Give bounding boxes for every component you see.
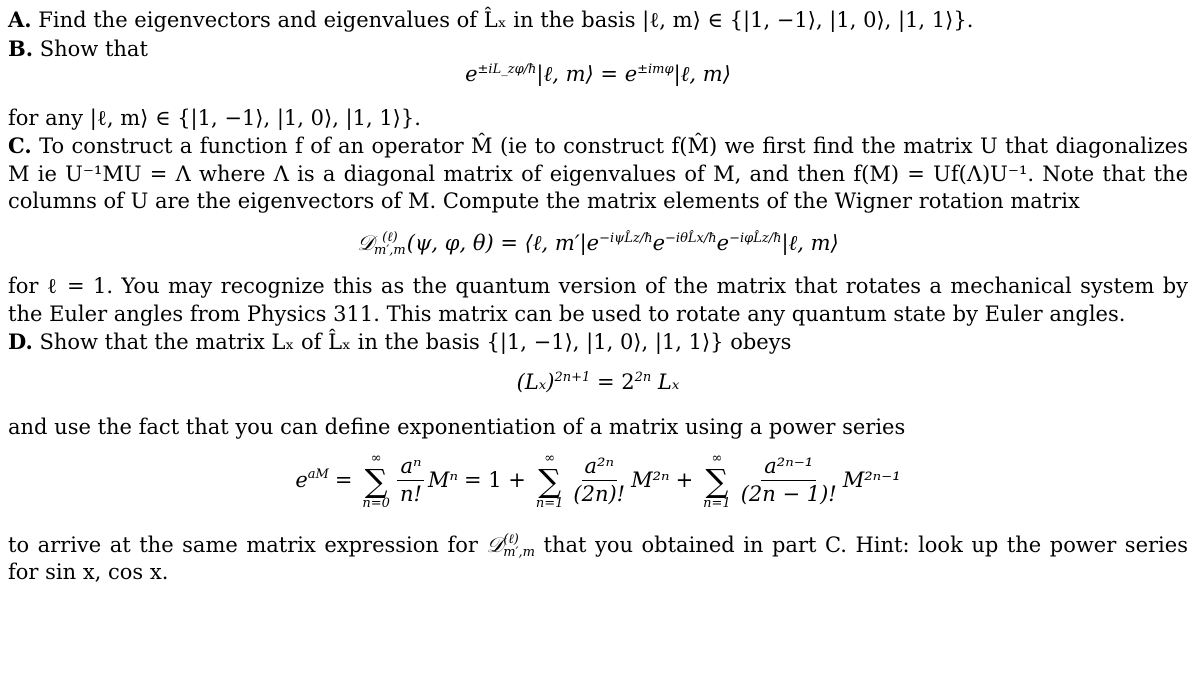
eq-c-d-sup: (ℓ) xyxy=(382,230,398,245)
sum-1 xyxy=(362,452,390,510)
eq-c-args: (ψ, φ, θ) = ⟨ℓ, m′| xyxy=(406,230,587,255)
part-d-label: D. xyxy=(8,329,33,354)
eq-c-e3: e xyxy=(716,230,730,255)
eq-b-rhs-exponent: ±imφ xyxy=(637,62,674,77)
power-series-equation: e $^{aM}$ = ∞ ∑ n=0 $\frac{\text{aⁿ}}{n!}$ Mⁿ = 1 + ∞ ∑ n=1 $\frac{\text{a²ⁿ}}{(2n)!}$ M²ⁿ + ∞ ∑ n=1 $\frac{\text{a²ⁿ⁻¹}}{(2n - 1)!}$ M²ⁿ⁻¹ xyxy=(295,450,901,511)
part-d-equation xyxy=(8,369,1188,397)
sum-3-bottom: n=1 xyxy=(703,495,731,511)
sum-1-sigma: ∑ xyxy=(364,461,388,500)
eq-b-lhs-base: e xyxy=(465,62,478,86)
frac-1 xyxy=(397,455,425,506)
part-c-label: C. xyxy=(8,133,32,158)
part-d-after-wigner-d: 𝒟 xyxy=(486,532,504,557)
frac-3-den: (2n − 1)! xyxy=(740,482,837,506)
sum-2-bottom: n=1 xyxy=(535,495,564,511)
frac-2-den: (2n)! xyxy=(573,482,626,506)
eq-c-e2-exponent: −iθL̂x/ħ xyxy=(665,230,717,246)
frac-3-num: a²ⁿ⁻¹ xyxy=(761,455,816,481)
part-b-equation xyxy=(8,61,1188,89)
series-term-2: M²ⁿ xyxy=(631,467,670,492)
series-eq1: = xyxy=(334,467,353,492)
part-b-label: B. xyxy=(8,35,34,61)
part-a xyxy=(8,6,1188,35)
eq-c-e1-exponent: −iψL̂z/ħ xyxy=(599,230,653,246)
part-d-after xyxy=(8,532,1188,587)
eq-b-equals: = xyxy=(600,62,618,86)
series-eq2: = 1 + xyxy=(463,467,526,492)
part-d-text: Show that the matrix Lₓ of L̂ₓ in the basis {|1, −1⟩, |1, 0⟩, |1, 1⟩} obeys xyxy=(39,330,792,354)
part-d-middle: and use the fact that you can define exponentiation of a matrix using a power series xyxy=(8,415,906,439)
part-d-after-indices xyxy=(503,533,535,559)
sum-1-top: ∞ xyxy=(370,450,382,466)
eq-d-mid: = 2 xyxy=(590,369,635,394)
part-b-after: for any |ℓ, m⟩ ∈ {|1, −1⟩, |1, 0⟩, |1, 1⟩}. xyxy=(8,105,421,130)
eq-d-lhs: (Lₓ) xyxy=(516,369,555,394)
eq-c-d-indices xyxy=(374,231,406,257)
frac-2-num: a²ⁿ xyxy=(582,455,617,481)
part-a-label: A. xyxy=(8,7,32,32)
sum-1-bottom: n=0 xyxy=(362,495,390,511)
eq-d-lhs-exponent: 2n+1 xyxy=(554,369,591,385)
part-c-equation xyxy=(8,230,1188,258)
part-c-after: for ℓ = 1. You may recognize this as the quantum version of the matrix that rotates a mechanical system by the Euler angles from Physics 311. This matrix can be used to rotate any quantum state by Euler angles. xyxy=(8,274,1188,326)
eq-c-e1: e xyxy=(586,230,600,255)
eq-d-mid-exponent: 2n xyxy=(634,369,652,385)
part-d-after-sup: (ℓ) xyxy=(503,532,519,547)
eq-c-ket: |ℓ, m⟩ xyxy=(781,230,839,255)
frac-1-num: aⁿ xyxy=(397,455,424,481)
part-d-after-prefix: to arrive at the same matrix expression for xyxy=(8,532,478,557)
eq-b-lhs-ket: |ℓ, m⟩ xyxy=(536,62,594,86)
frac-1-den: n! xyxy=(399,482,422,506)
series-plus: + xyxy=(675,467,694,492)
eq-b-rhs-ket: |ℓ, m⟩ xyxy=(673,62,731,86)
part-a-text: Find the eigenvectors and eigenvalues of L̂ₓ in the basis |ℓ, m⟩ ∈ {|1, −1⟩, |1, 0⟩, |1, 1⟩}. xyxy=(38,8,974,32)
series-term-1: Mⁿ xyxy=(427,467,458,492)
sum-3-sigma: ∑ xyxy=(705,461,729,500)
eq-b-rhs-base: e xyxy=(624,62,638,86)
eq-c-e3-exponent: −iφL̂z/ħ xyxy=(729,230,782,246)
frac-3 xyxy=(738,455,840,506)
sum-2-top: ∞ xyxy=(544,450,556,466)
series-lhs: e xyxy=(295,467,308,492)
part-c-text: To construct a function f of an operator M̂ (ie to construct f(M̂) we first find the matrix U that diagonalizes M ie U⁻¹MU = Λ where Λ is a diagonal matrix of eigenvalues of M, and then f(M) = Uf(Λ)U⁻¹. Note that the columns of U are the eigenvectors of M. Compute the matrix elements of the Wigner rotation matrix xyxy=(8,134,1188,213)
frac-2 xyxy=(570,455,628,506)
eq-c-d-sub: m′,m xyxy=(374,243,406,258)
part-b xyxy=(8,35,1188,64)
part-d xyxy=(8,328,1188,357)
part-d-after-sub: m′,m xyxy=(503,545,535,560)
part-c xyxy=(8,132,1188,216)
part-d-after-suffix: that you obtained in part C. Hint: look up the power series for sin x, cos x. xyxy=(8,532,1188,584)
sum-2-sigma: ∑ xyxy=(538,461,562,500)
sum-2 xyxy=(536,452,564,510)
sum-3-top: ∞ xyxy=(711,450,723,466)
sum-3 xyxy=(703,452,731,510)
part-b-text: Show that xyxy=(39,36,148,61)
eq-d-rhs: Lₓ xyxy=(657,369,680,394)
eq-b-lhs-exponent: ±iL_zφ/ħ xyxy=(477,62,537,77)
problem-document xyxy=(8,6,1188,587)
eq-c-wigner-d: 𝒟 xyxy=(357,230,375,255)
series-term-3: M²ⁿ⁻¹ xyxy=(842,467,901,492)
eq-c-e2: e xyxy=(652,230,666,255)
